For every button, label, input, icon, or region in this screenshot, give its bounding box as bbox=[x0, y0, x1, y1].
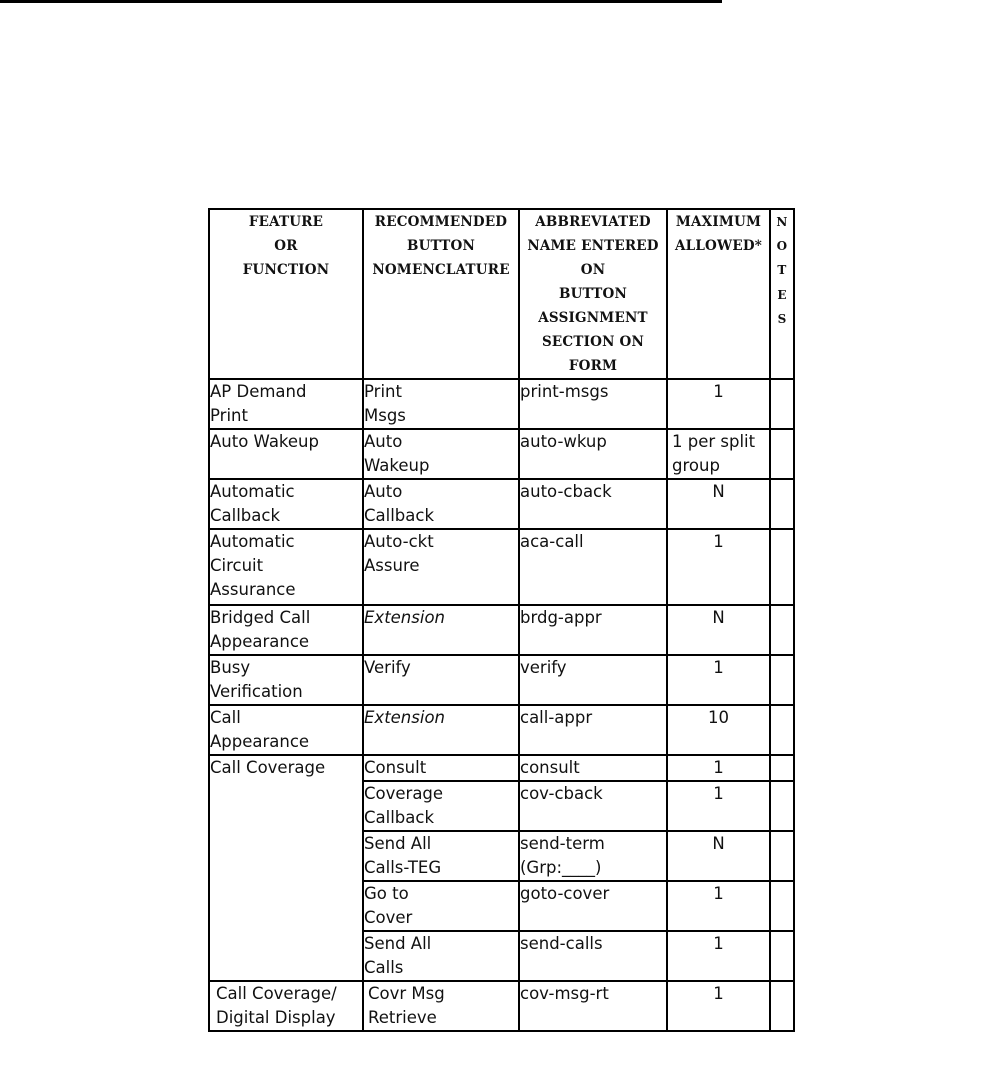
abbrev-cell: send-term (Grp:____) bbox=[519, 831, 667, 881]
table-row bbox=[209, 705, 794, 755]
button-cell: Print Msgs bbox=[363, 379, 519, 429]
feature-cell: Bridged Call Appearance bbox=[209, 605, 363, 655]
max-cell: N bbox=[667, 831, 770, 881]
notes-cell bbox=[770, 705, 794, 755]
button-cell: Coverage Callback bbox=[363, 781, 519, 831]
max-cell: 1 bbox=[667, 655, 770, 705]
button-cell: Covr Msg Retrieve bbox=[363, 981, 519, 1031]
abbrev-cell: cov-msg-rt bbox=[519, 981, 667, 1031]
notes-cell bbox=[770, 881, 794, 931]
abbrev-cell: brdg-appr bbox=[519, 605, 667, 655]
max-cell: 1 bbox=[667, 881, 770, 931]
header-abbreviated-name: ABBREVIATED NAME ENTERED ON BUTTON ASSIGNMENT SECTION ON FORM bbox=[519, 209, 667, 379]
feature-cell-call-coverage: Call Coverage bbox=[209, 755, 363, 981]
abbrev-cell: consult bbox=[519, 755, 667, 781]
abbrev-cell: auto-cback bbox=[519, 479, 667, 529]
feature-cell: Auto Wakeup bbox=[209, 429, 363, 479]
button-cell: Send All Calls bbox=[363, 931, 519, 981]
button-cell: Extension bbox=[363, 705, 519, 755]
feature-cell: Call Appearance bbox=[209, 705, 363, 755]
feature-cell: Automatic Callback bbox=[209, 479, 363, 529]
notes-cell bbox=[770, 605, 794, 655]
button-cell: Extension bbox=[363, 605, 519, 655]
abbrev-cell: verify bbox=[519, 655, 667, 705]
abbrev-cell: aca-call bbox=[519, 529, 667, 605]
notes-cell bbox=[770, 755, 794, 781]
abbrev-cell: call-appr bbox=[519, 705, 667, 755]
header-feature: FEATURE OR FUNCTION bbox=[209, 209, 363, 379]
header-notes: N O T E S bbox=[770, 209, 794, 379]
feature-cell: AP Demand Print bbox=[209, 379, 363, 429]
button-cell: Consult bbox=[363, 755, 519, 781]
max-cell: 10 bbox=[667, 705, 770, 755]
notes-cell bbox=[770, 479, 794, 529]
top-rule bbox=[0, 0, 722, 3]
max-cell: 1 bbox=[667, 755, 770, 781]
notes-cell bbox=[770, 831, 794, 881]
notes-cell bbox=[770, 429, 794, 479]
max-cell: N bbox=[667, 605, 770, 655]
table-row bbox=[209, 655, 794, 705]
max-cell: 1 bbox=[667, 981, 770, 1031]
table-row bbox=[209, 755, 794, 781]
button-cell: Auto-ckt Assure bbox=[363, 529, 519, 605]
notes-cell bbox=[770, 981, 794, 1031]
button-cell: Auto Callback bbox=[363, 479, 519, 529]
max-cell: N bbox=[667, 479, 770, 529]
feature-cell: Busy Verification bbox=[209, 655, 363, 705]
header-button-nomenclature: RECOMMENDED BUTTON NOMENCLATURE bbox=[363, 209, 519, 379]
max-cell: 1 bbox=[667, 931, 770, 981]
notes-cell bbox=[770, 781, 794, 831]
table-row bbox=[209, 529, 794, 605]
feature-cell: Automatic Circuit Assurance bbox=[209, 529, 363, 605]
button-cell: Send All Calls-TEG bbox=[363, 831, 519, 881]
button-cell: Go to Cover bbox=[363, 881, 519, 931]
notes-cell bbox=[770, 931, 794, 981]
button-cell: Verify bbox=[363, 655, 519, 705]
notes-cell bbox=[770, 379, 794, 429]
button-cell: Auto Wakeup bbox=[363, 429, 519, 479]
feature-cell: Call Coverage/ Digital Display bbox=[209, 981, 363, 1031]
header-row bbox=[209, 209, 794, 379]
abbrev-cell: auto-wkup bbox=[519, 429, 667, 479]
table-row bbox=[209, 429, 794, 479]
abbrev-cell: cov-cback bbox=[519, 781, 667, 831]
max-cell: 1 per split group bbox=[667, 429, 770, 479]
abbrev-cell: send-calls bbox=[519, 931, 667, 981]
header-maximum-allowed: MAXIMUM ALLOWED* bbox=[667, 209, 770, 379]
max-cell: 1 bbox=[667, 781, 770, 831]
table-row bbox=[209, 981, 794, 1031]
max-cell: 1 bbox=[667, 379, 770, 429]
notes-cell bbox=[770, 529, 794, 605]
abbrev-cell: goto-cover bbox=[519, 881, 667, 931]
notes-cell bbox=[770, 655, 794, 705]
button-assignment-table bbox=[208, 208, 795, 1032]
table-row bbox=[209, 379, 794, 429]
abbrev-cell: print-msgs bbox=[519, 379, 667, 429]
table-row bbox=[209, 605, 794, 655]
table-row bbox=[209, 479, 794, 529]
max-cell: 1 bbox=[667, 529, 770, 605]
